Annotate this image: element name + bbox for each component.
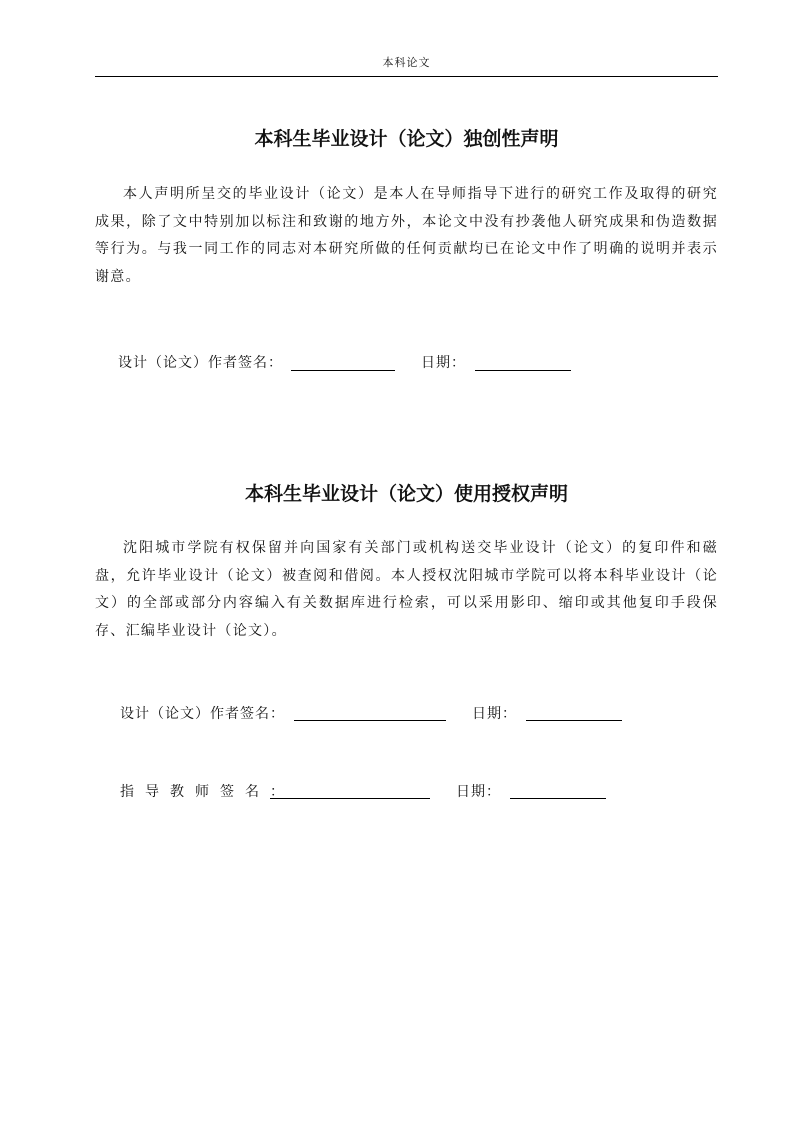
author-signature-label: 设计（论文）作者签名： (120, 706, 285, 722)
author-signature-line (291, 370, 395, 371)
page-header: 本科论文 (382, 56, 431, 69)
advisor-date-label: 日期： (456, 784, 501, 800)
advisor-date-line (510, 798, 606, 799)
date-line (475, 370, 571, 371)
date-label: 日期： (472, 706, 517, 722)
authorization-paragraph: 沈阳城市学院有权保留并向国家有关部门或机构送交毕业设计（论文）的复印件和磁盘，允许毕业设计（论文）被查阅和借阅。本人授权沈阳城市学院可以将本科毕业设计（论文）的全部或部分内容编入有关数据库进行检索，可以采用影印、缩印或其他复印手段保存、汇编毕业设计（论文）。 (95, 540, 718, 639)
advisor-signature-label: 指导教师签名： (120, 784, 295, 800)
author-signature-line (294, 720, 446, 721)
authorization-title: 本科生毕业设计（论文）使用授权声明 (244, 483, 568, 505)
originality-title: 本科生毕业设计（论文）独创性声明 (254, 128, 559, 150)
date-label: 日期： (421, 355, 466, 371)
originality-paragraph: 本人声明所呈交的毕业设计（论文）是本人在导师指导下进行的研究工作及取得的研究成果，除了文中特别加以标注和致谢的地方外，本论文中没有抄袭他人研究成果和伪造数据等行为。与我一同工作的同志对本研究所做的任何贡献均已在论文中作了明确的说明并表示谢意。 (95, 186, 718, 285)
author-signature-label: 设计（论文）作者签名： (118, 355, 283, 371)
date-line (526, 720, 622, 721)
header-rule (95, 76, 718, 77)
advisor-signature-line (270, 798, 430, 799)
